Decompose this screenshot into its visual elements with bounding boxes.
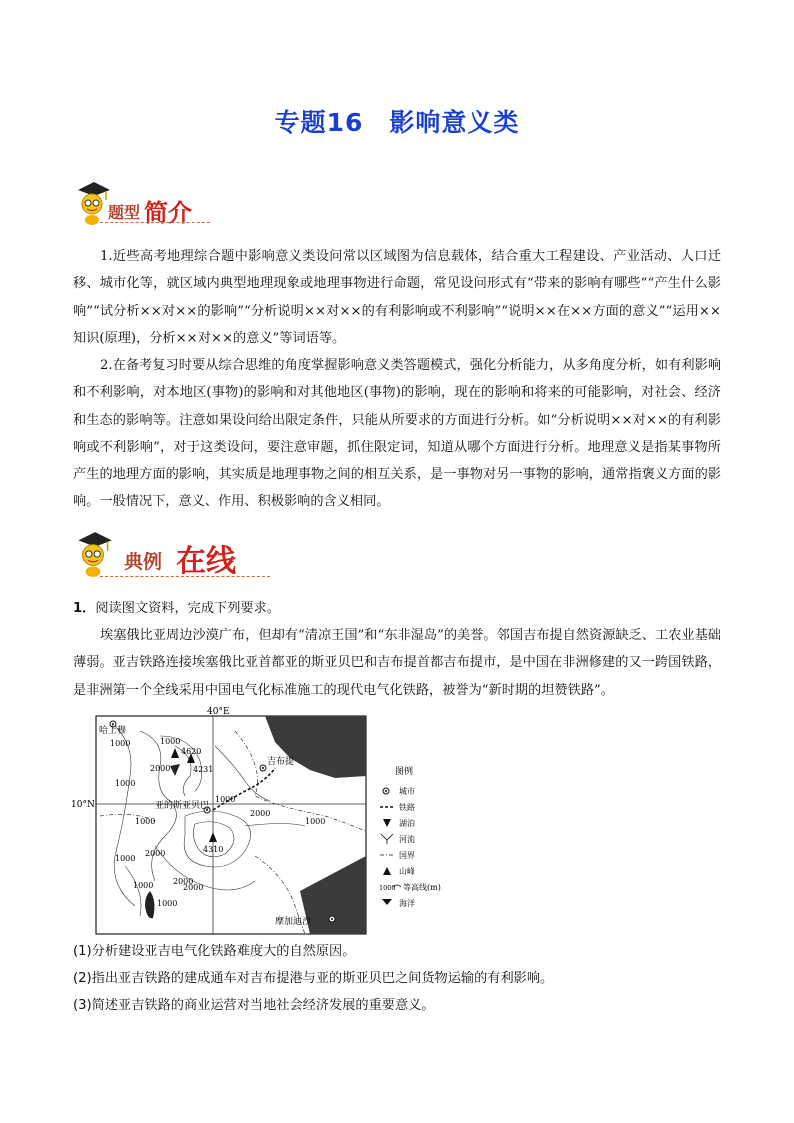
section-label-b: 简介 — [144, 198, 192, 227]
map-legend — [379, 765, 441, 908]
peak-label: 4620 — [181, 747, 202, 756]
legend-item: 城市 — [399, 787, 415, 796]
place-label: 亚的斯亚贝巴 — [155, 801, 210, 811]
lat-label: 10°N — [71, 800, 95, 810]
contour-label: 1000 — [157, 899, 178, 908]
ethiopia-region-map — [71, 706, 455, 936]
section-label-a: 题型 — [108, 203, 141, 222]
question-number: 1． — [73, 601, 96, 616]
legend-item: 河流 — [399, 835, 415, 844]
sub-question: (1)分析建设亚吉电气化铁路难度大的自然原因。 — [73, 944, 356, 959]
sub-question: (3)简述亚吉铁路的商业运营对当地社会经济发展的重要意义。 — [73, 998, 435, 1013]
section-label-b: 在线 — [176, 544, 236, 579]
mascot-icon — [72, 180, 112, 226]
contour-label: 1000 — [133, 881, 154, 890]
contour-label: 1000 — [305, 817, 326, 826]
place-label: 吉布提 — [267, 757, 295, 767]
sub-question: (2)指出亚吉铁路的建成通车对吉布提港与亚的斯亚贝巴之间货物运输的有利影响。 — [73, 971, 554, 986]
section-label-a: 典例 — [124, 551, 163, 573]
legend-sample: 1000 — [379, 884, 396, 892]
contour-label: 2000 — [145, 849, 166, 858]
legend-item: 山峰 — [399, 867, 415, 876]
contour-label: 1000 — [110, 739, 131, 748]
contour-label: 2000 — [183, 883, 204, 892]
contour-label: 2000 — [173, 877, 194, 886]
legend-item: 湖泊 — [399, 819, 415, 828]
legend-item: 国界 — [399, 851, 415, 860]
legend-title: 图例 — [395, 767, 414, 777]
contour-label: 1000 — [160, 737, 181, 746]
section-header-example — [72, 530, 272, 578]
section-header-intro — [72, 180, 212, 228]
legend-item: 海洋 — [399, 899, 415, 908]
contour-label: 2000 — [250, 809, 271, 818]
place-label: 摩加迪沙 — [275, 917, 312, 927]
page-title: 专题16 影响意义类 — [274, 108, 520, 137]
contour-label: 1000 — [115, 779, 136, 788]
legend-item: 等高线(m) — [403, 883, 441, 892]
map-svg — [71, 706, 455, 936]
contour-label: 1000 — [135, 817, 156, 826]
example-intro: 1．阅读图文资料，完成下列要求。 — [73, 601, 280, 616]
intro-paragraph-1: 1.近些高考地理综合题中影响意义类设问常以区域图为信息载体，结合重大工程建设、产业活动、人口迁移、城市化等，就区域内典型地理现象或地理事物进行命题，常见设问形式有“带来的影响有哪些”“产生什么影响”“试分析××对××的影响”“分析说明××对××的有利影响或不利影响”“说明××在××方面的意义”“运用××知识(原理)，分析××对××的意义”等词语等。 — [73, 249, 721, 346]
legend-item: 铁路 — [399, 803, 415, 812]
contour-label: 1000 — [115, 854, 136, 863]
lon-label: 40°E — [207, 707, 230, 717]
place-label: 哈上穆 — [99, 726, 127, 736]
intro-paragraph-2: 2.在备考复习时要从综合思维的角度掌握影响意义类答题模式，强化分析能力，从多角度分析，如有利影响和不利影响，对本地区(事物)的影响和对其他地区(事物)的影响，现在的影响和将来的可能影响，对社会、经济和生态的影响等。注意如果设问给出限定条件，只能从所要求的方面进行分析。如“分析说明××对××的有利影响或不利影响”，对于这类设问，要注意审题，抓住限定词，知道从哪个方面进行分析。地理意义是指某事物所产生的地理方面的影响，其实质是地理事物之间的相互关系，是一事物对另一事物的影响，通常指褒义方面的影响。一般情况下，意义、作用、积极影响的含义相同。 — [73, 358, 721, 510]
peak-label: 4231 — [193, 765, 214, 774]
example-passage: 埃塞俄比亚周边沙漠广布，但却有“清凉王国”和“东非湿岛”的美誉。邻国吉布提自然资源缺乏、工农业基础薄弱。亚吉铁路连接埃塞俄比亚首都亚的斯亚贝巴和吉布提首都吉布提市，是中国在非洲修建的又一跨国铁路，是非洲第一个全线采用中国电气化标准施工的现代电气化铁路，被誉为“新时期的坦赞铁路”。 — [73, 628, 721, 698]
peak-label: 4310 — [203, 845, 224, 854]
contour-label: 2000 — [150, 764, 171, 773]
mascot-icon — [72, 530, 114, 578]
contour-label: 1000 — [215, 795, 236, 804]
